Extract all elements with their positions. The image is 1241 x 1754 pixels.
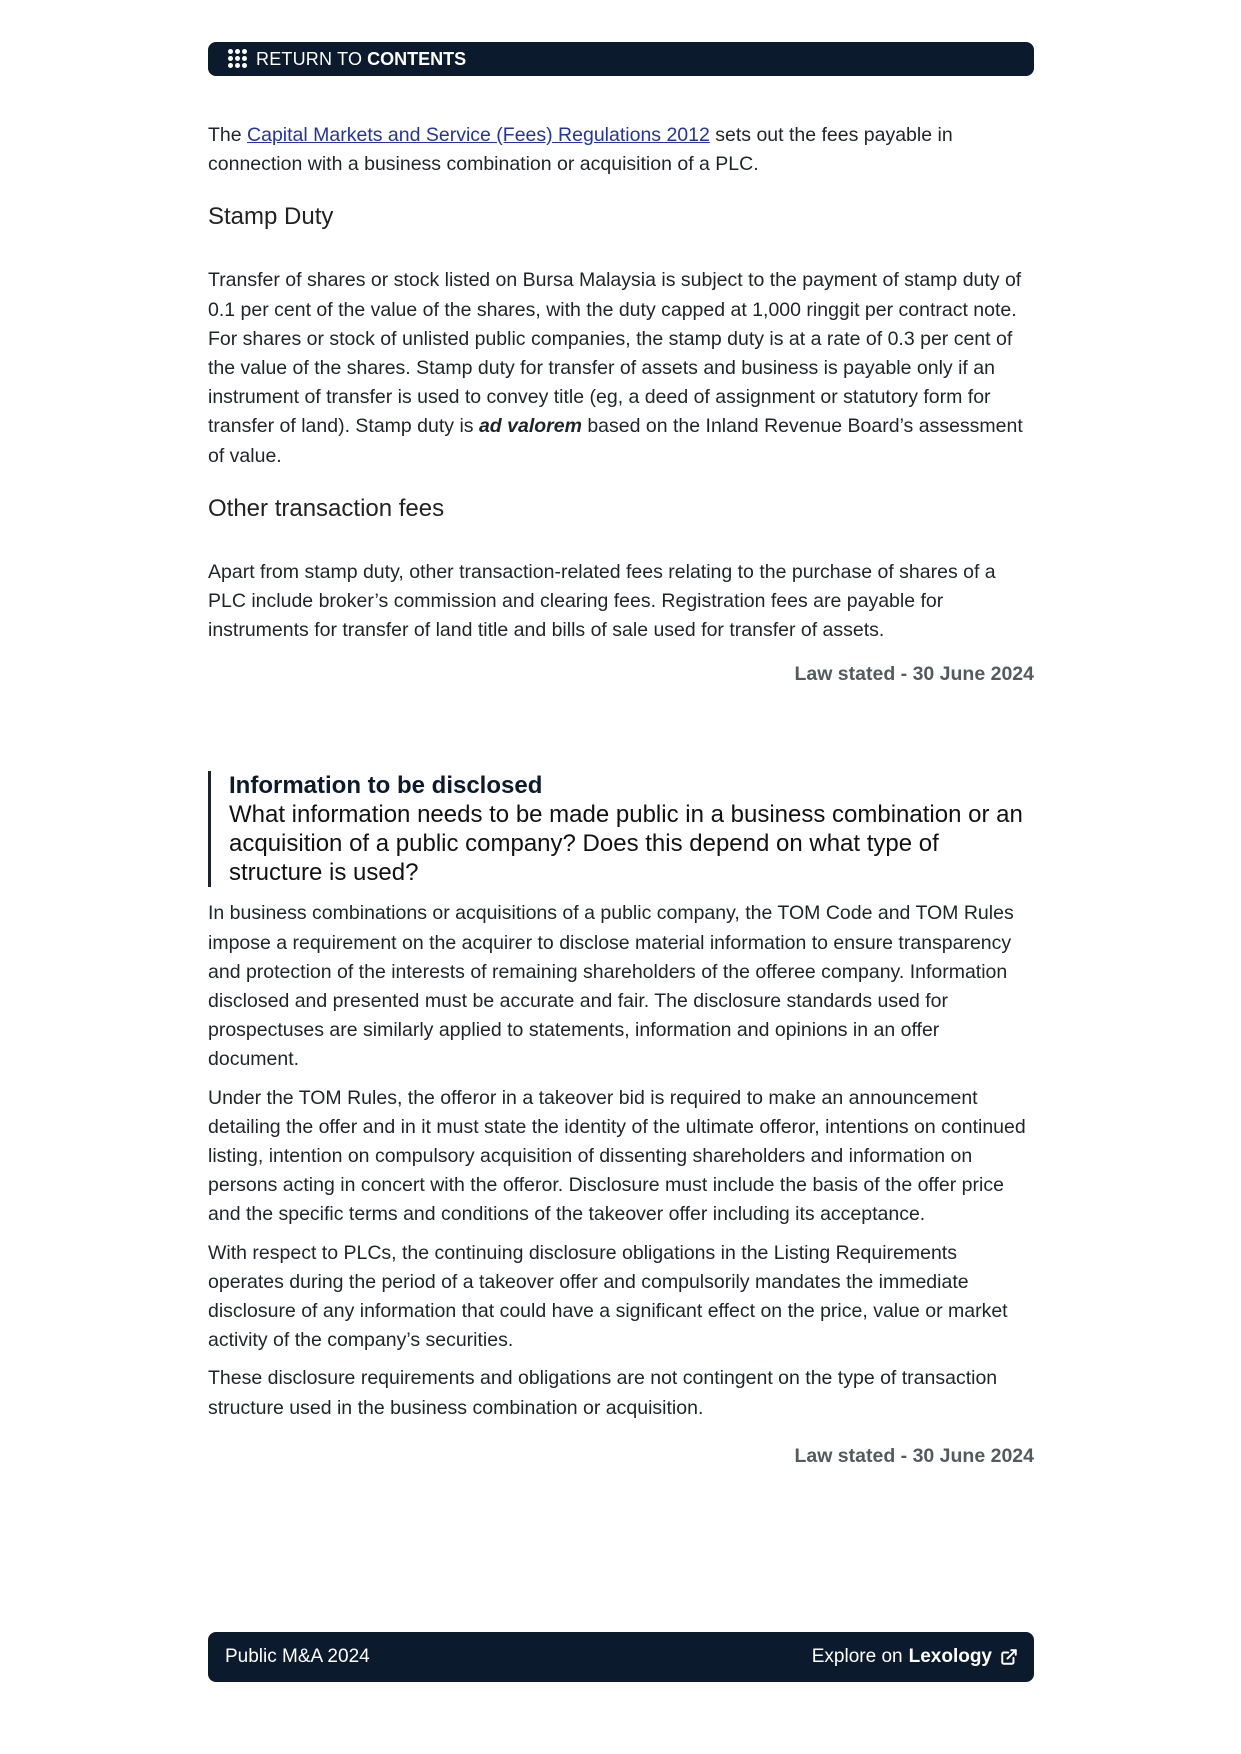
answer-paragraph: With respect to PLCs, the continuing disclosure obligations in the Listing Requirements operates during the period of a takeover offer and compulsorily mandates the immediate disclosure of any information that could have a significant effect on the price, value or market activity of the company’s securities. <box>208 1241 1008 1352</box>
stamp-duty-paragraph <box>208 266 1034 470</box>
return-to-contents-button[interactable] <box>208 42 1034 76</box>
answer-paragraph: These disclosure requirements and obligations are not contingent on the type of transaction structure used in the business combination or acquisition. <box>208 1367 998 1419</box>
lexology-brand: Lexology <box>908 1646 992 1667</box>
external-link-icon <box>1000 1648 1018 1666</box>
question-text: What information needs to be made public in a business combination or an acquisition of a public company? Does this depend on what type of structure is used? <box>229 801 1023 887</box>
stamp-duty-text-after: based on the Inland Revenue Board’s assessment of value. <box>208 415 1023 467</box>
contents-label: CONTENTS <box>367 48 467 69</box>
answer-paragraph: In business combinations or acquisitions of a public company, the TOM Code and TOM Rules impose a requirement on the acquirer to disclose material information to ensure transparency and protection of the interests of remaining shareholders of the offeree company. Information disclosed and presented must be accurate and fair. The disclosure standards used for prospectuses are similarly applied to statements, information and opinions in an offer document. <box>208 902 1014 1071</box>
explore-label: Explore on <box>811 1646 903 1667</box>
grid-dots-icon <box>228 49 248 69</box>
law-stated-date: Law stated - 30 June 2024 <box>794 663 1034 686</box>
answer-paragraph: Under the TOM Rules, the offeror in a takeover bid is required to make an announcement detailing the offer and in it must state the identity of the ultimate offeror, intentions on continued listing, intention on compulsory acquisition of dissenting shareholders and information on persons acting in concert with the offeror. Disclosure must include the basis of the offer price and the specific terms and conditions of the takeover offer including its acceptance. <box>208 1086 1026 1226</box>
other-fees-heading: Other transaction fees <box>208 494 445 522</box>
question-title: Information to be disclosed <box>229 772 543 800</box>
return-label: RETURN TO <box>256 48 363 69</box>
answer-body <box>208 899 1034 1422</box>
publication-title: Public M&A 2024 <box>225 1646 370 1667</box>
footer-bar <box>208 1632 1034 1682</box>
other-fees-paragraph: Apart from stamp duty, other transaction-related fees relating to the purchase of shares of a PLC include broker’s commission and clearing fees. Registration fees are payable for instruments for transfer of land title and bills of sale used for transfer of assets. <box>208 560 996 642</box>
intro-suffix: sets out the fees payable in connection with a business combination or acquisition of a PLC. <box>208 124 953 176</box>
stamp-duty-text-before: Transfer of shares or stock listed on Bursa Malaysia is subject to the payment of stamp duty of 0.1 per cent of the value of the shares, with the duty capped at 1,000 ringgit per contract note. For shares or stock of unlisted public companies, the stamp duty is at a rate of 0.3 per cent of the value of the shares. Stamp duty for transfer of assets and business is payable only if an instrument of transfer is used to convey title (eg, a deed of assignment or statutory form for transfer of land). Stamp duty is <box>208 269 1022 438</box>
intro-paragraph <box>208 121 1034 179</box>
page-content <box>208 42 1034 1469</box>
ad-valorem-emphasis: ad valorem <box>478 415 582 438</box>
explore-on-lexology-link[interactable] <box>812 1646 1018 1668</box>
stamp-duty-heading: Stamp Duty <box>208 203 334 231</box>
question-block <box>208 771 1034 887</box>
fees-regulations-link[interactable]: Capital Markets and Service (Fees) Regulations 2012 <box>247 124 710 146</box>
law-stated-date: Law stated - 30 June 2024 <box>794 1444 1034 1467</box>
intro-prefix: The <box>208 124 248 146</box>
